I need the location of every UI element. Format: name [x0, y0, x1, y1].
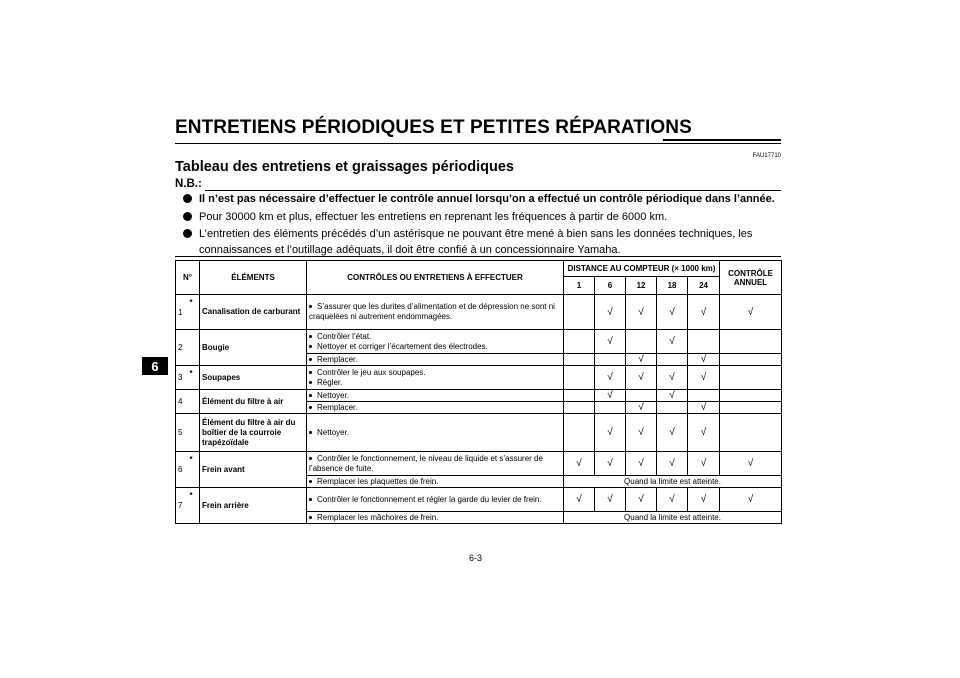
row-check: Remplacer les plaquettes de frein. — [307, 476, 564, 488]
header-km: 1 — [564, 277, 595, 295]
row-check: Nettoyer. — [307, 414, 564, 452]
section-title: Tableau des entretiens et graissages périodiques — [175, 159, 514, 175]
maintenance-table — [175, 260, 782, 524]
bullet-icon — [183, 194, 192, 203]
note-item: Il n’est pas nécessaire d’effectuer le contrôle annuel lorsqu’on a effectué un contrôle périodique dans l’année. — [183, 191, 783, 207]
header-rule-thick — [663, 139, 781, 141]
header-km: 18 — [657, 277, 688, 295]
header-check: CONTRÔLES OU ENTRETIENS À EFFECTUER — [307, 261, 564, 295]
row-element: Élément du filtre à air — [200, 390, 307, 414]
header-annual: CONTRÔLE ANNUEL — [720, 261, 782, 295]
row-number: 2 — [176, 330, 188, 366]
row-span-note: Quand la limite est atteinte. — [564, 512, 782, 524]
row-asterisk: * — [188, 488, 200, 524]
note-item: Pour 30000 km et plus, effectuer les entretiens en reprenant les fréquences à partir de 6000 km. — [183, 209, 783, 225]
row-number: 6 — [176, 452, 188, 488]
row-mark: √ — [657, 295, 688, 330]
page-code: FAU17710 — [752, 153, 781, 159]
row-check: Contrôler l’état. Nettoyer et corriger l’écartement des électrodes. — [307, 330, 564, 354]
header-km: 24 — [688, 277, 720, 295]
row-check: Remplacer les mâchoires de frein. — [307, 512, 564, 524]
page-number: 6-3 — [469, 553, 483, 563]
row-check: Contrôler le fonctionnement et régler la garde du levier de frein. — [307, 488, 564, 512]
row-mark: √ — [595, 295, 626, 330]
header-km: 6 — [595, 277, 626, 295]
row-element: Frein arrière — [200, 488, 307, 524]
row-check: S’assurer que les durites d’alimentation et de dépression ne sont ni craquelées ni autrement endommagées. — [307, 295, 564, 330]
row-number: 1 — [176, 295, 188, 330]
table-row: 2 Bougie Contrôler l’état. Nettoyer et corriger l’écartement des électrodes. √ √ — [176, 330, 782, 354]
bullet-icon — [183, 212, 192, 221]
row-check: Contrôler le fonctionnement, le niveau de liquide et s’assurer de l’absence de fuite. — [307, 452, 564, 476]
table-row — [176, 295, 782, 330]
note-list — [183, 191, 783, 260]
header-element: ÉLÉMENTS — [200, 261, 307, 295]
table-row: 3 * Soupapes Contrôler le jeu aux soupapes. Régler. √ √ √ √ — [176, 366, 782, 390]
note-end-rule — [175, 256, 781, 257]
note-label: N.B.: — [175, 178, 202, 190]
row-element: Élément du filtre à air du boîtier de la courroie trapézoïdale — [200, 414, 307, 452]
row-check: Contrôler le jeu aux soupapes. Régler. — [307, 366, 564, 390]
table-row: 5 Élément du filtre à air du boîtier de la courroie trapézoïdale Nettoyer. √ √ √ √ — [176, 414, 782, 452]
row-asterisk: * — [188, 295, 200, 330]
bullet-icon — [183, 229, 192, 238]
row-span-note: Quand la limite est atteinte. — [564, 476, 782, 488]
table-row: 7 * Frein arrière Contrôler le fonctionnement et régler la garde du levier de frein. √ √ √ √ √ √ — [176, 488, 782, 512]
header-km: 12 — [626, 277, 657, 295]
page-header-title: ENTRETIENS PÉRIODIQUES ET PETITES RÉPARATIONS — [175, 117, 692, 138]
row-asterisk: * — [188, 366, 200, 390]
table-row: Remplacer. √ √ — [176, 402, 782, 414]
row-number: 3 — [176, 366, 188, 390]
table-row: 6 * Frein avant Contrôler le fonctionnement, le niveau de liquide et s’assurer de l’absence de fuite. √ √ √ √ √ √ — [176, 452, 782, 476]
row-asterisk: * — [188, 452, 200, 488]
row-element: Bougie — [200, 330, 307, 366]
header-num: N° — [176, 261, 200, 295]
row-check: Remplacer. — [307, 402, 564, 414]
row-mark: √ — [626, 295, 657, 330]
row-mark — [564, 295, 595, 330]
row-check: Nettoyer. — [307, 390, 564, 402]
header-distance: DISTANCE AU COMPTEUR (× 1000 km) — [564, 261, 720, 277]
table-row: Remplacer. √ √ — [176, 354, 782, 366]
chapter-tab: 6 — [142, 357, 168, 375]
note-item: L’entretien des éléments précédés d’un astérisque ne pouvant être mené à bien sans les données techniques, les connaissances et l’outillage adéquats, il doit être confié à un concessionnaire Yamaha. — [183, 226, 783, 258]
row-element: Frein avant — [200, 452, 307, 488]
header-rule-thin — [175, 143, 781, 144]
row-element: Soupapes — [200, 366, 307, 390]
row-number: 7 — [176, 488, 188, 524]
row-number: 5 — [176, 414, 188, 452]
row-number: 4 — [176, 390, 188, 414]
row-element: Canalisation de carburant — [200, 295, 307, 330]
row-mark: √ — [720, 295, 782, 330]
row-check: Remplacer. — [307, 354, 564, 366]
table-row: 4 Élément du filtre à air Nettoyer. √ √ — [176, 390, 782, 402]
row-mark: √ — [688, 295, 720, 330]
